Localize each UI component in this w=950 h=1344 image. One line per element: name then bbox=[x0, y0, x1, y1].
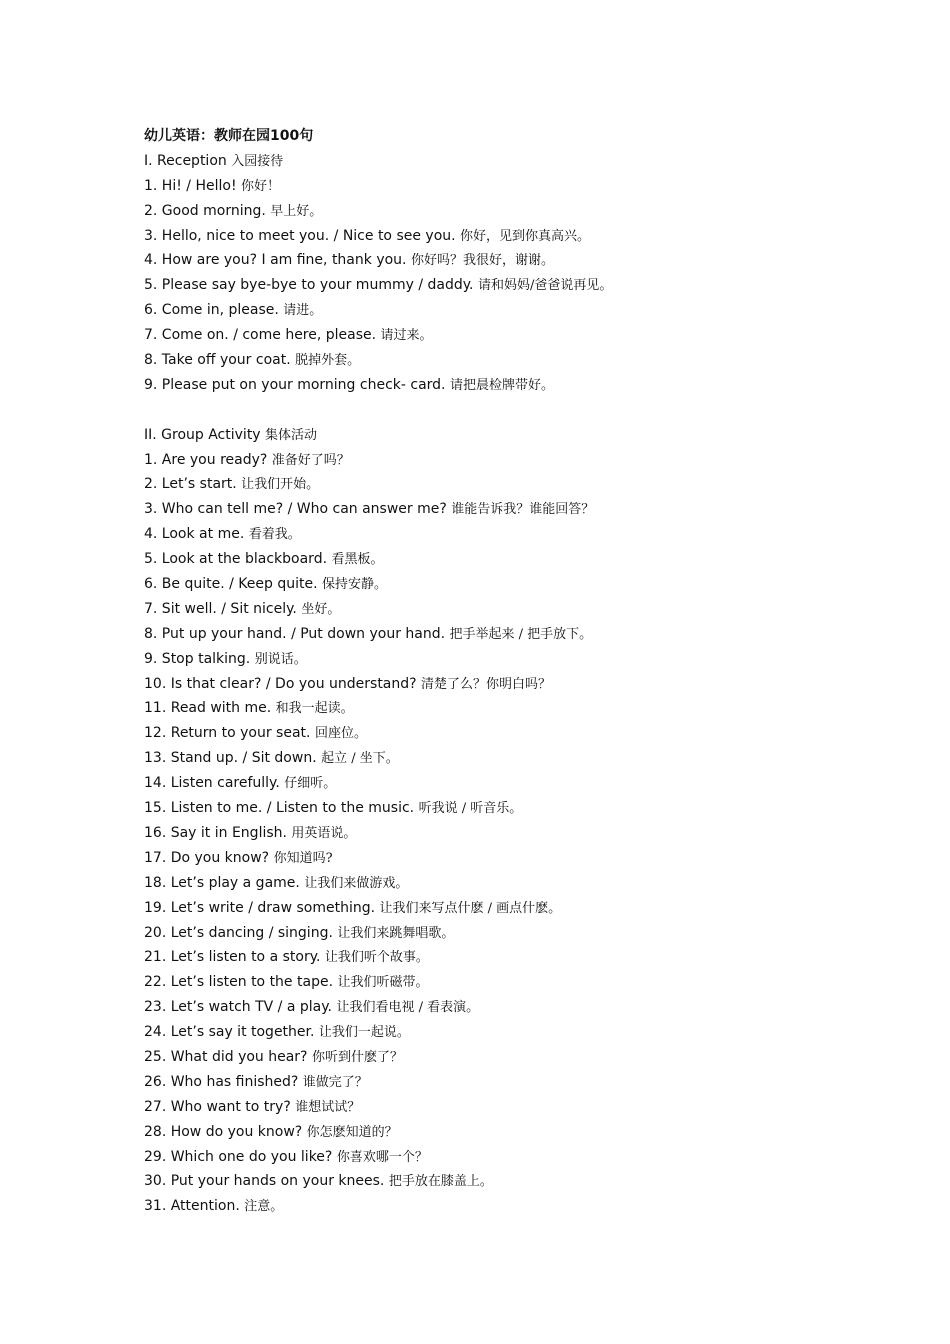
list-item bbox=[144, 1095, 864, 1120]
phrase-chinese: 请过来。 bbox=[380, 328, 433, 344]
phrase-english: 23. Let’s watch TV / a play. bbox=[144, 999, 332, 1016]
phrase-chinese: 听我说 / 听音乐。 bbox=[418, 801, 523, 817]
list-item bbox=[144, 522, 864, 547]
phrase-english: 15. Listen to me. / Listen to the music. bbox=[144, 800, 415, 817]
list-item bbox=[144, 672, 864, 697]
list-item bbox=[144, 871, 864, 896]
phrase-english: 6. Come in, please. bbox=[144, 302, 279, 319]
phrase-chinese: 谁做完了？ bbox=[302, 1074, 368, 1090]
list-item bbox=[144, 1194, 864, 1219]
list-item bbox=[144, 298, 864, 323]
list-item bbox=[144, 199, 864, 224]
phrase-english: 27. Who want to try? bbox=[144, 1098, 291, 1115]
phrase-chinese: 让我们听个故事。 bbox=[324, 950, 429, 966]
phrase-english: 20. Let’s dancing / singing. bbox=[144, 924, 333, 941]
list-item bbox=[144, 348, 864, 373]
phrase-chinese: 看黑板。 bbox=[331, 552, 384, 568]
list-item bbox=[144, 248, 864, 273]
section-spacer bbox=[144, 398, 864, 423]
phrase-chinese: 让我们开始。 bbox=[241, 477, 320, 493]
phrase-english: 13. Stand up. / Sit down. bbox=[144, 750, 317, 767]
phrase-chinese: 让我们来做游戏。 bbox=[304, 875, 409, 891]
phrase-chinese: 谁能告诉我？谁能回答？ bbox=[451, 502, 595, 518]
phrase-english: 8. Take off your coat. bbox=[144, 352, 291, 369]
list-item bbox=[144, 373, 864, 398]
phrase-chinese: 让我们一起说。 bbox=[318, 1025, 410, 1041]
phrase-english: 29. Which one do you like? bbox=[144, 1148, 333, 1165]
phrase-english: 4. Look at me. bbox=[144, 526, 245, 543]
list-item bbox=[144, 323, 864, 348]
phrase-chinese: 保持安静。 bbox=[322, 577, 388, 593]
phrase-chinese: 仔细听。 bbox=[284, 776, 337, 792]
phrase-chinese: 回座位。 bbox=[314, 726, 367, 742]
phrase-chinese: 你听到什麽了？ bbox=[311, 1049, 403, 1065]
phrase-chinese: 请和妈妈/爸爸说再见。 bbox=[477, 278, 613, 294]
phrase-chinese: 注意。 bbox=[244, 1199, 284, 1215]
phrase-english: 16. Say it in English. bbox=[144, 824, 287, 841]
phrase-english: 12. Return to your seat. bbox=[144, 725, 311, 742]
phrase-english: 3. Hello, nice to meet you. / Nice to see you. bbox=[144, 227, 456, 244]
section-heading-zh: 集体活动 bbox=[265, 427, 318, 443]
list-item bbox=[144, 721, 864, 746]
phrase-chinese: 起立 / 坐下。 bbox=[321, 751, 399, 767]
phrase-chinese: 请进。 bbox=[283, 303, 323, 319]
phrase-chinese: 你怎麽知道的？ bbox=[306, 1124, 398, 1140]
list-item bbox=[144, 945, 864, 970]
list-item bbox=[144, 796, 864, 821]
section-heading-zh: 入园接待 bbox=[231, 153, 284, 169]
phrase-english: 3. Who can tell me? / Who can answer me? bbox=[144, 501, 447, 518]
list-item bbox=[144, 622, 864, 647]
list-item bbox=[144, 995, 864, 1020]
phrase-english: 8. Put up your hand. / Put down your hand. bbox=[144, 625, 446, 642]
list-item bbox=[144, 1070, 864, 1095]
section-heading bbox=[144, 423, 864, 448]
list-item bbox=[144, 497, 864, 522]
phrase-english: 24. Let’s say it together. bbox=[144, 1024, 315, 1041]
phrase-english: 28. How do you know? bbox=[144, 1123, 303, 1140]
section-heading-en: II. Group Activity bbox=[144, 426, 261, 443]
phrase-chinese: 准备好了吗？ bbox=[271, 452, 350, 468]
list-item bbox=[144, 273, 864, 298]
document-title: 幼儿英语：教师在园100句 bbox=[144, 128, 314, 144]
phrase-chinese: 把手举起来 / 把手放下。 bbox=[449, 626, 593, 642]
phrase-english: 1. Are you ready? bbox=[144, 451, 268, 468]
list-item bbox=[144, 970, 864, 995]
list-item bbox=[144, 1169, 864, 1194]
list-item bbox=[144, 547, 864, 572]
phrase-chinese: 坐好。 bbox=[301, 601, 341, 617]
phrase-chinese: 别说话。 bbox=[254, 651, 307, 667]
phrase-chinese: 让我们来写点什麽 / 画点什麽。 bbox=[379, 900, 562, 916]
list-item bbox=[144, 448, 864, 473]
list-item bbox=[144, 821, 864, 846]
phrase-english: 10. Is that clear? / Do you understand? bbox=[144, 675, 417, 692]
list-item bbox=[144, 746, 864, 771]
phrase-english: 17. Do you know? bbox=[144, 849, 270, 866]
phrase-chinese: 让我们看电视 / 看表演。 bbox=[336, 1000, 480, 1016]
phrase-english: 11. Read with me. bbox=[144, 700, 272, 717]
phrase-chinese: 用英语说。 bbox=[291, 825, 357, 841]
list-item bbox=[144, 224, 864, 249]
list-item bbox=[144, 896, 864, 921]
document-body bbox=[144, 149, 864, 1219]
phrase-english: 5. Look at the blackboard. bbox=[144, 551, 328, 568]
phrase-english: 30. Put your hands on your knees. bbox=[144, 1173, 385, 1190]
list-item bbox=[144, 696, 864, 721]
phrase-chinese: 脱掉外套。 bbox=[295, 353, 361, 369]
phrase-chinese: 看着我。 bbox=[248, 527, 301, 543]
section-heading-en: I. Reception bbox=[144, 152, 227, 169]
phrase-english: 9. Stop talking. bbox=[144, 650, 251, 667]
list-item bbox=[144, 1020, 864, 1045]
phrase-english: 2. Let’s start. bbox=[144, 476, 237, 493]
phrase-english: 6. Be quite. / Keep quite. bbox=[144, 576, 318, 593]
phrase-english: 21. Let’s listen to a story. bbox=[144, 949, 321, 966]
phrase-english: 26. Who has finished? bbox=[144, 1073, 299, 1090]
list-item bbox=[144, 174, 864, 199]
list-item bbox=[144, 1045, 864, 1070]
list-item bbox=[144, 921, 864, 946]
phrase-english: 1. Hi! / Hello! bbox=[144, 177, 237, 194]
phrase-english: 25. What did you hear? bbox=[144, 1048, 308, 1065]
document-page bbox=[144, 124, 864, 1219]
phrase-english: 31. Attention. bbox=[144, 1198, 240, 1215]
phrase-english: 9. Please put on your morning check- card. bbox=[144, 376, 446, 393]
list-item bbox=[144, 846, 864, 871]
phrase-english: 22. Let’s listen to the tape. bbox=[144, 974, 334, 991]
list-item bbox=[144, 597, 864, 622]
phrase-chinese: 早上好。 bbox=[270, 203, 323, 219]
phrase-chinese: 清楚了么？你明白吗？ bbox=[421, 676, 552, 692]
phrase-chinese: 谁想试试？ bbox=[295, 1099, 361, 1115]
section-heading bbox=[144, 149, 864, 174]
phrase-english: 7. Sit well. / Sit nicely. bbox=[144, 600, 297, 617]
phrase-english: 19. Let’s write / draw something. bbox=[144, 899, 376, 916]
list-item bbox=[144, 771, 864, 796]
phrase-chinese: 你好，见到你真高兴。 bbox=[460, 228, 591, 244]
phrase-english: 14. Listen carefully. bbox=[144, 775, 280, 792]
list-item bbox=[144, 1145, 864, 1170]
phrase-english: 5. Please say bye-bye to your mummy / daddy. bbox=[144, 277, 474, 294]
phrase-chinese: 让我们来跳舞唱歌。 bbox=[337, 925, 455, 941]
list-item bbox=[144, 572, 864, 597]
phrase-chinese: 你知道吗? bbox=[273, 850, 333, 866]
phrase-chinese: 把手放在膝盖上。 bbox=[388, 1174, 493, 1190]
phrase-chinese: 你好吗？我很好，谢谢。 bbox=[410, 253, 554, 269]
list-item bbox=[144, 1120, 864, 1145]
list-item bbox=[144, 472, 864, 497]
phrase-chinese: 你好！ bbox=[241, 178, 281, 194]
phrase-chinese: 让我们听磁带。 bbox=[337, 975, 429, 991]
phrase-english: 4. How are you? I am fine, thank you. bbox=[144, 252, 407, 269]
phrase-chinese: 你喜欢哪一个？ bbox=[336, 1149, 428, 1165]
phrase-chinese: 请把晨检牌带好。 bbox=[449, 377, 554, 393]
list-item bbox=[144, 647, 864, 672]
phrase-english: 7. Come on. / come here, please. bbox=[144, 327, 377, 344]
phrase-english: 2. Good morning. bbox=[144, 202, 266, 219]
phrase-chinese: 和我一起读。 bbox=[275, 701, 354, 717]
phrase-english: 18. Let’s play a game. bbox=[144, 874, 300, 891]
